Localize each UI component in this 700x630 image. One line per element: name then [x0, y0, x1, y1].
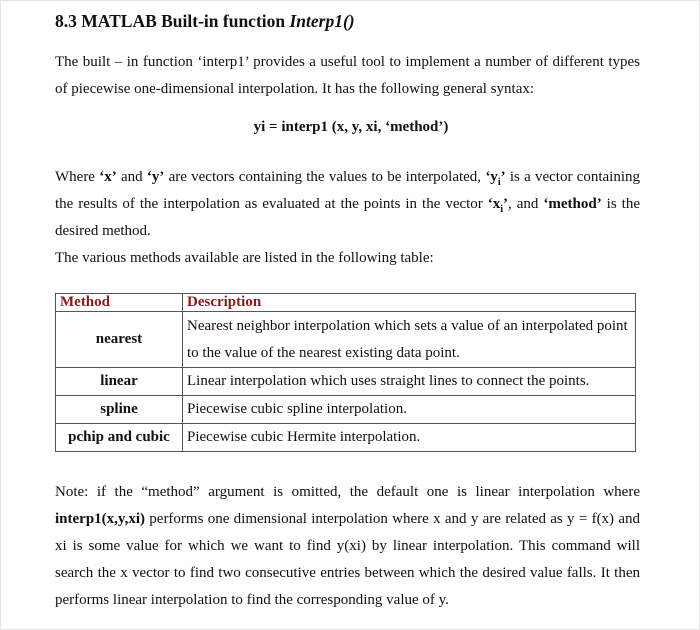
where-yi-base: ‘y	[485, 169, 498, 185]
note-paragraph	[55, 479, 640, 614]
where-xi-base: ‘x	[487, 196, 501, 212]
method-cell: pchip and cubic	[56, 424, 183, 452]
where-text-1: Where	[55, 169, 100, 185]
where-text-3: are vectors containing the values to be interpolated,	[164, 169, 486, 185]
header-description: Description	[183, 294, 636, 312]
description-cell: Piecewise cubic spline interpolation.	[183, 396, 636, 424]
table-row	[56, 396, 636, 424]
where-text-6: is the desired method.	[55, 196, 640, 239]
note-text-1: Note: if the “method” argument is omitted, the default one is linear interpolation where	[55, 484, 640, 500]
methods-table	[55, 293, 636, 452]
where-xi-end: ’	[503, 196, 509, 212]
note-text-2: performs one dimensional interpolation where x and y are related as y = f(x) and xi is some value for which we want to find y(xi) by linear interpolation. This command will search the x vector to find two consecutive entries between which the desired value falls. It then performs linear interpolation to find the corresponding value of y.	[55, 511, 640, 608]
description-cell: Linear interpolation which uses straight lines to connect the points.	[183, 368, 636, 396]
where-xi	[487, 196, 509, 215]
where-yi-sub: i	[497, 177, 501, 188]
where-text-2: and	[116, 169, 147, 185]
method-cell: spline	[56, 396, 183, 424]
section-title-prefix: 8.3 MATLAB Built-in function	[55, 11, 290, 31]
header-method: Method	[56, 294, 183, 312]
table-row	[56, 368, 636, 396]
section-title-function: Interp1()	[289, 11, 355, 31]
method-cell: linear	[56, 368, 183, 396]
table-header-row	[56, 294, 636, 312]
where-text-4: is a vector containing the results of the interpolation as evaluated at the points in the vector	[55, 169, 641, 212]
where-yi-end: ’	[500, 169, 506, 185]
description-cell: Nearest neighbor interpolation which sets a value of an interpolated point to the value of the nearest existing data point.	[183, 312, 636, 368]
where-method: ‘method’	[543, 196, 602, 212]
note-function-call: interp1(x,y,xi)	[55, 511, 145, 527]
table-row	[56, 312, 636, 368]
where-y: ‘y’	[146, 169, 165, 185]
where-paragraph	[55, 164, 640, 245]
intro-paragraph: The built – in function ‘interp1’ provides a useful tool to implement a number of different types of piecewise one-dimensional interpolation. It has the following general syntax:	[55, 54, 640, 97]
table-intro: The various methods available are listed in the following table:	[55, 250, 434, 266]
syntax-formula: yi = interp1 (x, y, xi, ‘method’)	[253, 119, 449, 135]
method-cell: nearest	[56, 312, 183, 368]
where-xi-sub: i	[500, 204, 504, 215]
section-title	[55, 11, 355, 32]
where-text-5: , and	[508, 196, 544, 212]
where-x: ‘x’	[99, 169, 117, 185]
description-cell: Piecewise cubic Hermite interpolation.	[183, 424, 636, 452]
table-row	[56, 424, 636, 452]
where-yi	[485, 169, 506, 188]
